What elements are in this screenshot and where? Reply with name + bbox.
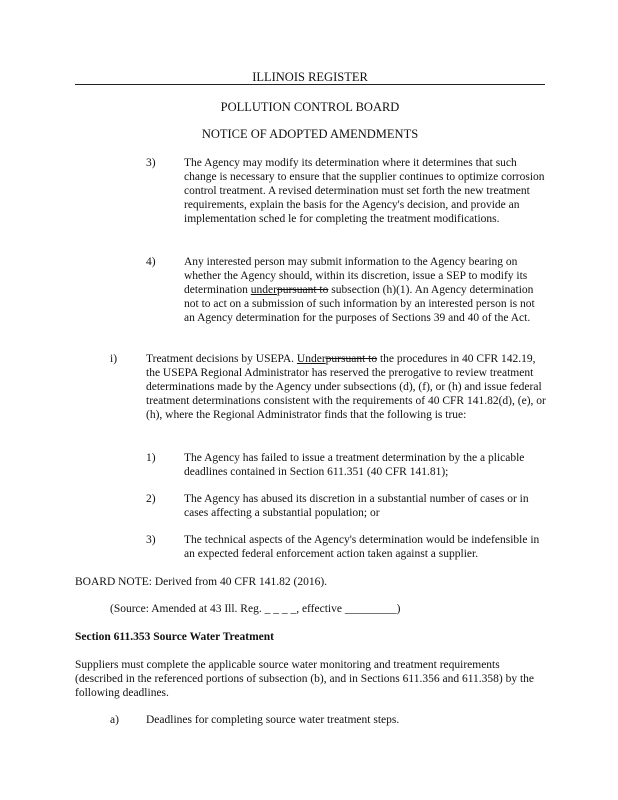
- source-note: (Source: Amended at 43 Ill. Reg. _ _ _ _, effective _________): [110, 603, 401, 615]
- item-text: The Agency has failed to issue a treatment determination by the a plicable deadlines contained in Section 611.351 (40 CFR 141.81);: [184, 452, 525, 478]
- item-text: The Agency has abused its discretion in a substantial number of cases or in cases affecting a substantial population; or: [184, 493, 529, 519]
- inserted-text: under: [250, 284, 277, 296]
- item-number: 4): [146, 256, 156, 268]
- item-number: 1): [146, 452, 156, 464]
- item-number: 3): [146, 157, 156, 169]
- item-text: The Agency may modify its determination where it determines that such change is necessary to ensure that the supplier continues to optimize corrosion control treatment. A revised determination must set forth the new treatment requirements, explain the basis for the Agency's decision, and provide an implementation sched le for completing the treatment modifications.: [184, 157, 545, 225]
- section-body: Suppliers must complete the applicable source water monitoring and treatment requirements (described in the referenced portions of subsection (b), and in Sections 611.356 and 611.358) by the following deadlines.: [75, 659, 535, 699]
- register-title: ILLINOIS REGISTER: [252, 70, 368, 84]
- header-rule: [75, 84, 545, 85]
- board-note: BOARD NOTE: Derived from 40 CFR 141.82 (2016).: [75, 576, 328, 588]
- board-title: POLLUTION CONTROL BOARD: [220, 100, 400, 114]
- item-text: Treatment decisions by USEPA. Underpursuant to the procedures in 40 CFR 142.19, the USEPA Regional Administrator has reserved the prerogative to review treatment determinations made by the Agency under subsections (d), (f), or (h) and issue federal treatment determinations consistent with the requirements of 40 CFR 141.82(d), (e), or (h), where the Regional Administrator finds that the following is true:: [146, 353, 546, 421]
- notice-title: NOTICE OF ADOPTED AMENDMENTS: [201, 127, 419, 141]
- section-heading: Section 611.353 Source Water Treatment: [75, 631, 274, 643]
- item-text: The technical aspects of the Agency's determination would be indefensible in an expected federal enforcement action taken against a supplier.: [184, 534, 540, 560]
- item-number: 3): [146, 534, 156, 546]
- item-text: Any interested person may submit information to the Agency bearing on whether the Agency should, within its discretion, issue a SEP to modify its determination underpursuant to subsection (h)(1). An Agency determination not to act on a submission of such information by an interested person is not an Agency determination for the purposes of Sections 39 and 40 of the Act.: [184, 256, 535, 324]
- deleted-text: pursuant to: [325, 353, 378, 365]
- deleted-text: pursuant to: [276, 284, 329, 296]
- item-number: 2): [146, 493, 156, 505]
- item-number: a): [110, 714, 119, 726]
- item-text: Deadlines for completing source water treatment steps.: [146, 714, 400, 726]
- inserted-text: Under: [296, 353, 326, 365]
- item-number: i): [110, 353, 118, 365]
